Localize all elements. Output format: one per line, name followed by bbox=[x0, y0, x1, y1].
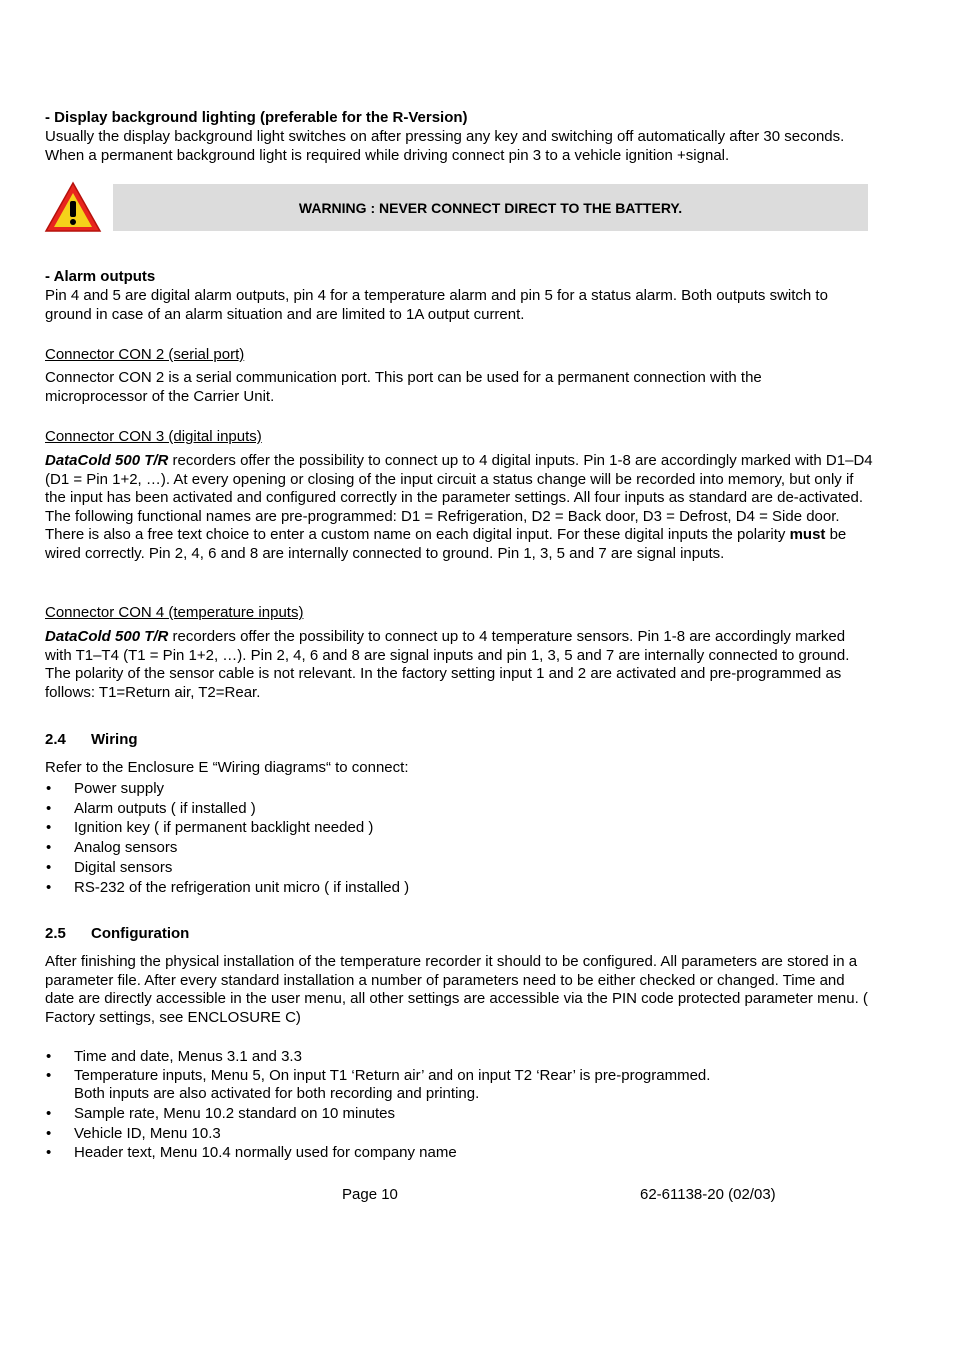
list-item: • Power supply bbox=[45, 779, 845, 799]
con4-product-name: DataCold 500 T/R bbox=[45, 628, 169, 645]
config-heading bbox=[45, 925, 189, 942]
list-item: • RS-232 of the refrigeration unit micro ( if installed ) bbox=[45, 878, 845, 898]
con4-text bbox=[45, 628, 860, 702]
list-item-line: Temperature inputs, Menu 5, On input T1 ‘Return air’ and on input T2 ‘Rear’ is pre-programmed. bbox=[74, 1066, 711, 1084]
list-item: • Sample rate, Menu 10.2 standard on 10 minutes bbox=[45, 1104, 845, 1124]
con3-must: must bbox=[789, 526, 826, 544]
con2-title: Connector CON 2 (serial port) bbox=[45, 346, 245, 363]
wiring-number: 2.4 bbox=[45, 731, 66, 748]
page-number: Page 10 bbox=[342, 1186, 398, 1203]
config-number: 2.5 bbox=[45, 925, 66, 942]
con3-title: Connector CON 3 (digital inputs) bbox=[45, 428, 262, 445]
alarm-text: Pin 4 and 5 are digital alarm outputs, pin 4 for a temperature alarm and pin 5 for a status alarm. Both outputs switch to ground in case of an alarm situation and are limited to 1A output current. bbox=[45, 287, 828, 323]
wiring-intro: Refer to the Enclosure E “Wiring diagrams“ to connect: bbox=[45, 759, 409, 776]
config-intro: After finishing the physical installation of the temperature recorder it should to be configured. All parameters are stored in a parameter file. After every standard installation a number of parameters need to be either checked or changed. Time and date are directly accessible in the user menu, all other settings are accessible via the PIN code protected parameter menu. ( Factory settings, see ENCLOSURE C) bbox=[45, 953, 868, 1026]
con3-text-a: recorders offer the possibility to connect up to 4 digital inputs. Pin 1-8 are accordingly marked with D1–D4 (D1 = Pin 1+2, …). At every opening or closing of the input circuit a status change will be recorded into memory, but only if the input has been activated and configured correctly in the parameter settings. All four inputs as standard are de-activated. The following functional names are pre-programmed: D1 = Refrigeration, D2 = Back door, D3 = Defrost, D4 = Side door. There is also a free text choice to enter a custom name on each digital input. For these digital inputs the polarity bbox=[45, 452, 873, 544]
list-item: • Analog sensors bbox=[45, 838, 845, 858]
list-item: • Digital sensors bbox=[45, 858, 845, 878]
backlight-text: Usually the display background light switches on after pressing any key and switching off automatically after 30 seconds. When a permanent background light is required while driving connect pin 3 to a vehicle ignition +signal. bbox=[45, 128, 845, 164]
con3-text bbox=[45, 452, 875, 564]
config-list bbox=[45, 1047, 845, 1163]
con2-text: Connector CON 2 is a serial communication port. This port can be used for a permanent connection with the microprocessor of the Carrier Unit. bbox=[45, 369, 762, 405]
backlight-heading: - Display background lighting (preferable for the R-Version) bbox=[45, 109, 468, 126]
wiring-list bbox=[45, 779, 845, 897]
warning-triangle-icon bbox=[44, 181, 102, 233]
config-title: Configuration bbox=[91, 925, 190, 942]
con3-text-b: be wired correctly. Pin 2, 4, 6 and 8 are internally connected to ground. Pin 1, 3, 5 and 7 are signal inputs. bbox=[45, 526, 847, 562]
list-item bbox=[45, 1067, 845, 1104]
list-item: • Header text, Menu 10.4 normally used for company name bbox=[45, 1143, 845, 1163]
con4-title: Connector CON 4 (temperature inputs) bbox=[45, 604, 304, 621]
doc-code: 62-61138-20 (02/03) bbox=[640, 1186, 776, 1203]
con4-text-body: recorders offer the possibility to connect up to 4 temperature sensors. Pin 1-8 are accordingly marked with T1–T4 (T1 = Pin 1+2, …). Pin 2, 4, 6 and 8 are signal inputs and pin 1, 3, 5 and 7 are internally connected to ground. The polarity of the sensor cable is not relevant. In the factory setting input 1 and 2 are activated and pre-programmed as follows: T1=Return air, T2=Rear. bbox=[45, 628, 850, 701]
warning-text: WARNING : NEVER CONNECT DIRECT TO THE BATTERY. bbox=[298, 199, 683, 216]
list-item-line: Both inputs are also activated for both recording and printing. bbox=[74, 1085, 480, 1103]
list-item: • Vehicle ID, Menu 10.3 bbox=[45, 1124, 845, 1144]
list-item: • Ignition key ( if permanent backlight needed ) bbox=[45, 818, 845, 838]
wiring-title: Wiring bbox=[91, 731, 138, 748]
warning-box bbox=[113, 184, 868, 231]
list-item: • Time and date, Menus 3.1 and 3.3 bbox=[45, 1047, 845, 1067]
con3-product-name: DataCold 500 T/R bbox=[45, 452, 169, 469]
wiring-heading bbox=[45, 731, 138, 748]
list-item: • Alarm outputs ( if installed ) bbox=[45, 799, 845, 819]
alarm-heading: - Alarm outputs bbox=[45, 268, 156, 285]
